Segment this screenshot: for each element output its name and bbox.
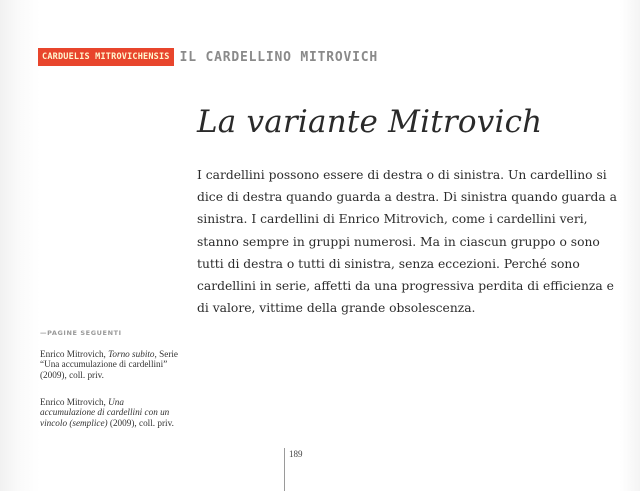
image-caption: [40, 397, 180, 428]
article-body: I cardellini possono essere di destra o di sinistra. Un cardellino si dice di destra quando guarda a destra. Di sinistra quando guarda a sinistra. I cardellini di Enrico Mitrovich, come i cardellini veri, stanno sempre in gruppi numerosi. Ma in ciascun gruppo o sono tutti di destra o tutti di sinistra, senza eccezioni. Perché sono cardellini in serie, affetti da una progressiva perdita di efficienza e di valore, vittime della grande obsolescenza.: [197, 168, 617, 316]
caption-author: Enrico Mitrovich,: [40, 397, 109, 407]
caption-author: Enrico Mitrovich,: [40, 349, 109, 359]
sidebar-label: —PAGINE SEGUENTI: [40, 329, 122, 337]
header-badge: CARDUELIS MITROVICHENSIS: [38, 48, 174, 66]
caption-details: (2009), coll. priv.: [107, 417, 174, 428]
image-caption: [40, 349, 180, 380]
header-title: IL CARDELLINO MITROVICH: [179, 49, 379, 65]
caption-details: , Serie “Una accumulazione di cardellini” (2009), coll. priv.: [40, 349, 179, 380]
caption-artwork-title: Torno subito: [108, 349, 155, 359]
article-title: La variante Mitrovich: [197, 104, 543, 140]
page-divider: [284, 448, 285, 491]
page-number: 189: [289, 449, 303, 459]
caption-artwork-title: Una accumulazione di cardellini con un vincolo (semplice): [40, 397, 170, 428]
running-header: [38, 47, 378, 67]
